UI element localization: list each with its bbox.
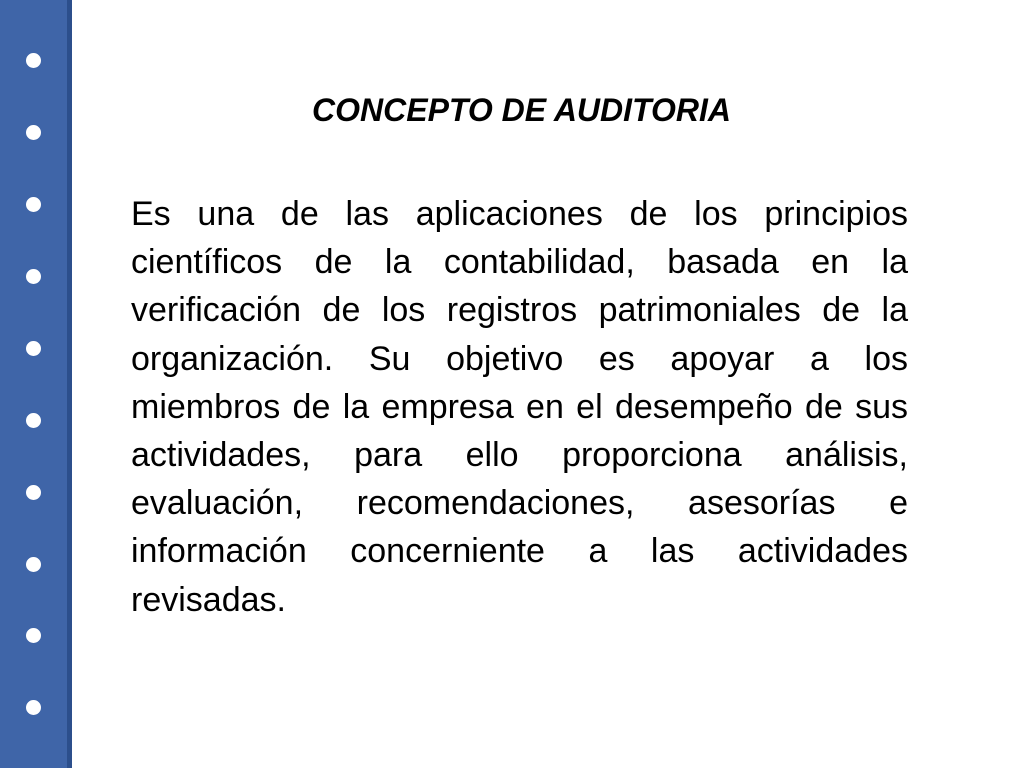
bullet-dot-icon (26, 485, 41, 500)
bullet-dot-icon (26, 628, 41, 643)
bullet-dot-icon (26, 700, 41, 715)
bullet-dot-icon (26, 197, 41, 212)
bullet-dot-icon (26, 269, 41, 284)
bullet-dot-icon (26, 557, 41, 572)
left-sidebar (0, 0, 72, 768)
slide-title: CONCEPTO DE AUDITORIA (312, 92, 731, 128)
bullet-dot-icon (26, 125, 41, 140)
slide-body-text: Es una de las aplicaciones de los principios científicos de la contabilidad, basada en la verificación de los registros patrimoniales de la organización. Su objetivo es apoyar a los miembros de la empresa en el desempeño de sus actividades, para ello proporciona análisis, evaluación, recomendaciones, asesorías e información concerniente a las actividades revisadas. (131, 195, 908, 619)
bullet-dot-icon (26, 413, 41, 428)
bullet-dot-icon (26, 53, 41, 68)
bullet-dot-icon (26, 341, 41, 356)
